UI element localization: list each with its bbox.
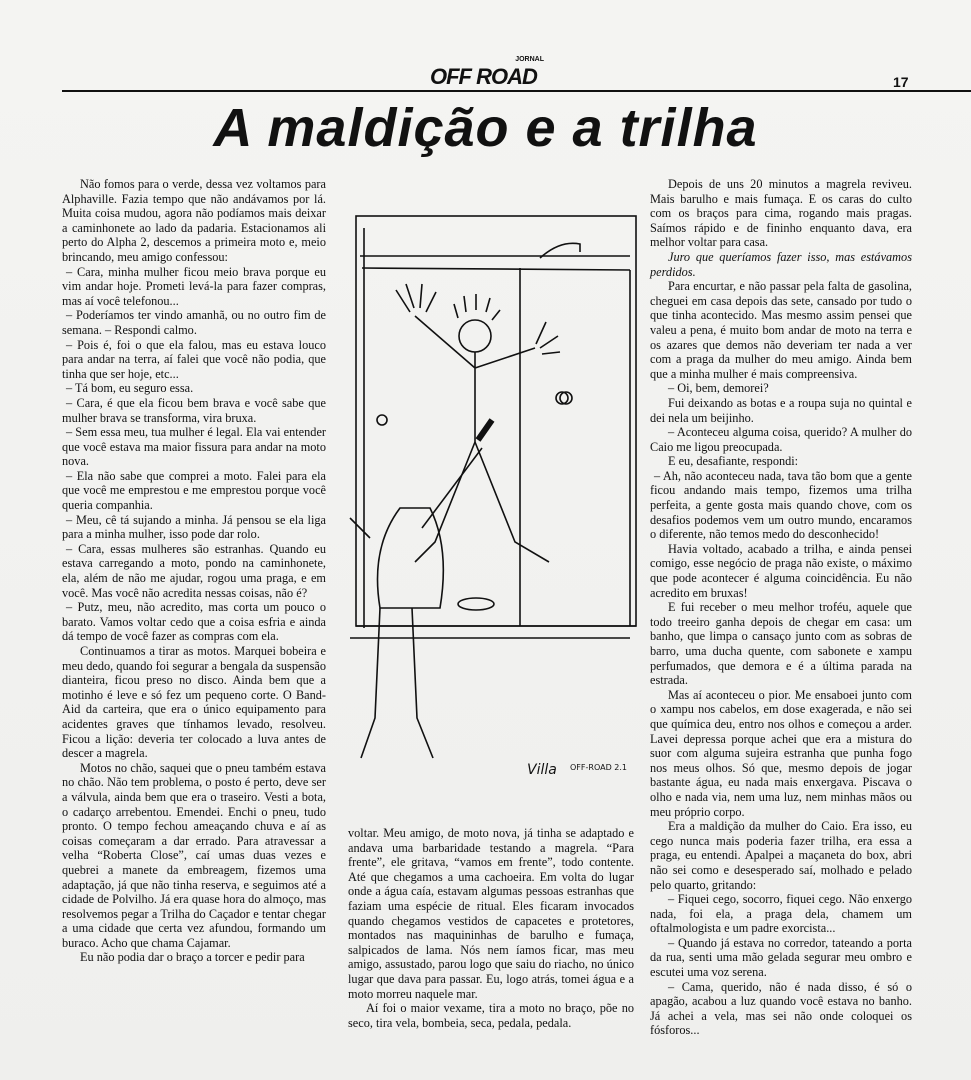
drain-ring (377, 415, 387, 425)
off-road-logo (430, 58, 550, 92)
paragraph: – Fiquei cego, socorro, fiquei cego. Não enxergo nada, foi ela, a praga dela, chamem um oftalmologista e um padre exorcista... (650, 892, 912, 936)
artist-signature-note: OFF-ROAD 2.1 (570, 763, 627, 772)
paragraph: – Cara, é que ela ficou bem brava e você sabe que mulher brava se transforma, vira bruxa. (62, 395, 326, 425)
paragraph: voltar. Meu amigo, de moto nova, já tinha se adaptado e andava uma barbaridade testando a magrela. “Para frente”, ele gritava, “vamos em frente”, todo contente. Até que chegamos a uma cachoeira. Em volta do lugar onde a água caía, estavam algumas pessoas estranhas que faziam uma espécie de ritual. Eles ficaram invocados quando chegamos vestidos de capacetes e protetores, montados nas maquininhas de barulho e fumaça, salpicados de lama. Nós nem íamos ficar, mas meu amigo, assustado, parou logo que saiu do riacho, no único lugar que dava para passar. Eu, logo atrás, tomei água e a moto morreu naquele mar. (348, 826, 634, 1001)
article-column-3 (650, 177, 912, 1038)
woman-legs (361, 608, 433, 758)
paragraph: – Ela não sabe que comprei a moto. Falei para ela que você me emprestou e me emprestou porque você queria companhia. (62, 468, 326, 513)
woman-arm (422, 448, 482, 528)
woman-hair (378, 508, 444, 608)
shower-cartoon-illustration (330, 208, 648, 808)
paragraph: – Quando já estava no corredor, tateando a porta da rua, senti uma mão gelada segurar meu ombro e escutei uma voz serena. (650, 935, 912, 980)
shower-drain (458, 598, 494, 610)
paragraph: E fui receber o meu melhor troféu, aquele que todo treeiro ganha depois de chegar em casa: um banho, que limpa o cansaço junto com as sobras de barro, uma ducha quente, com sabonete e xampu perfumados, que demora e é a última parada na estrada. (650, 600, 912, 688)
man-legs (415, 442, 549, 562)
man-left-hand (396, 284, 436, 312)
paragraph: Juro que queríamos fazer isso, mas estávamos perdidos. (650, 249, 912, 279)
paragraph: – Pois é, foi o que ela falou, mas eu estava louco para andar na terra, aí falei que você não podia, que tinha que ser hoje, etc... (62, 337, 326, 381)
paragraph: Para encurtar, e não passar pela falta de gasolina, cheguei em casa depois das sete, cansado por tudo o que tinha acontecido. Mas mesmo assim pensei que valeu a pena, é muito bom andar de moto na terra e os azares que demos não deveriam ter nada a ver com a praga da mulher do meu amigo. Ainda bem que a minha mulher é mais compreensiva. (650, 279, 912, 381)
paragraph: Havia voltado, acabado a trilha, e ainda pensei comigo, esse negócio de praga não existe, o máximo que pode acontecer é alguma coincidência. Eu não acredito em bruxas! (650, 541, 912, 600)
paragraph: – Tá bom, eu seguro essa. (66, 381, 194, 396)
paragraph: – Cama, querido, não é nada disso, é só o apagão, acabou a luz quando você estava no banho. Já achei a vela, mas sei não onde coloquei os fósforos... (650, 979, 912, 1038)
paragraph: Fui deixando as botas e a roupa suja no quintal e dei nela um beijinho. (650, 395, 912, 425)
paragraph: – Putz, meu, não acredito, mas corta um pouco o barato. Vamos voltar cedo que a coisa esfria e ainda dá tempo de você fazer as compras com ela. (62, 600, 326, 644)
paragraph: Aí foi o maior vexame, tira a moto no braço, põe no seco, tira vela, bombeia, seca, pedala, pedala. (348, 1001, 634, 1030)
page-number: 17 (893, 74, 909, 90)
paragraph: – Ah, não aconteceu nada, tava tão bom que a gente ficou andando mais tempo, fizemos uma trilha perfeita, a gente gosta mais quando chove, com os desafios podemos vem um outro mundo, encaramos o diferente, não temos medo do desconhecido! (650, 468, 912, 542)
logo-name: OFF ROAD (430, 64, 537, 89)
paragraph: – Meu, cê tá sujando a minha. Já pensou se ela liga para a minha mulher, isso pode dar rolo. (62, 512, 326, 542)
paragraph: Continuamos a tirar as motos. Marquei bobeira e meu dedo, quando foi segurar a bengala da suspensão dianteira, ficou preso no disco. Ainda bem que a motinho é leve e só fez um pequeno corte. O Band-Aid da carteira, que era o único equipamento para acidentes graves que tínhamos levado, resolveu. Ficou a lição: deveria ter colocado a luva antes de descer a magrela. (62, 644, 326, 761)
paragraph: – Sem essa meu, tua mulher é legal. Ela vai entender que você estava ma maior fissura para andar na moto nova. (62, 425, 326, 469)
man-head (459, 320, 491, 352)
man-right-hand (536, 322, 560, 354)
shower-frame (356, 216, 636, 626)
article-column-2 (348, 826, 634, 1030)
article-headline: A maldição e a trilha (213, 98, 758, 158)
woman-left-arm (350, 518, 370, 538)
bottle (478, 420, 492, 440)
artist-signature: Villa (527, 762, 557, 778)
paragraph: Era a maldição da mulher do Caio. Era isso, eu cego nunca mais poderia fazer trilha, era essa a praga, eu entendi. Apalpei a maçaneta do box, abri não sei como e desesperado saí, molhado e pelado pelo quarto, gritando: (650, 819, 912, 892)
paragraph: – Cara, essas mulheres são estranhas. Quando eu estava carregando a moto, pondo na caminhonete, ela, além de não me ajudar, rogou uma praga, e em você. Mas você não acredita nessas coisas, não é? (62, 541, 326, 600)
paragraph: – Aconteceu alguma coisa, querido? A mulher do Caio me ligou preocupada. (650, 425, 912, 454)
article-column-1 (62, 177, 326, 965)
paragraph: Não fomos para o verde, dessa vez voltamos para Alphaville. Fazia tempo que não andávamos por lá. Muita coisa mudou, agora não podíamos mais deixar a caminhonete ao lado da padaria. Estacionamos ali perto do Alpha 2, descemos a primeira moto e, meio brincando, meu amigo confessou: (62, 177, 326, 264)
paragraph: Motos no chão, saquei que o pneu também estava no chão. Não tem problema, o posto é perto, deve ser a válvula, ainda bem que era o traseiro. Vesti a bota, o cadarço arrebentou. Emendei. Enchi o pneu, tudo pronto. O tempo fechou ameaçando chuva e aí as coisas começaram a dar errado. Para atravessar a velha “Roberta Close”, caí umas duas vezes e quebrei a manete da embreagem, fizemos uma adaptação, já que não tinha reserva, e seguimos até a cidade de Polvilho. Já era quase hora do almoço, mas resolvemos pegar a Trilha do Caçador e tentar chegar a uma cidade que certa vez afundou, formando um buraco. Acho que chama Cajamar. (62, 760, 326, 950)
logo-jornal-label: JORNAL (515, 56, 544, 63)
paragraph: – Poderíamos ter vindo amanhã, ou no outro fim de semana. – Respondi calmo. (62, 308, 326, 337)
paragraph: Depois de uns 20 minutos a magrela reviveu. Mais barulho e mais fumaça. E os caras do culto com os braços para cima, rogando mais pragas. Saímos rápido e de fininho enquanto dava, era melhor voltar para casa. (650, 177, 912, 250)
paragraph: E eu, desafiante, respondi: (668, 454, 799, 469)
paragraph: – Cara, minha mulher ficou meio brava porque eu vim andar hoje. Prometi levá-la para fazer compras, mas aí você telefonou... (62, 264, 326, 308)
paragraph: Mas aí aconteceu o pior. Me ensaboei junto com o xampu nos cabelos, em dose exagerada, e não sei que química deu, entro nos olhos e começou a arder. Lavei depressa porque achei que era a mistura do suor com alguma sujeira estranha que punha fogo nos meus olhos. Só que, mesmo depois de jogar bastante água, eu nada mais enxergava. Piscava o olho e nada via, nem uma luz, nem minhas mãos ou meu próprio corpo. (650, 687, 912, 819)
man-body (415, 316, 535, 442)
paragraph: Eu não podia dar o braço a torcer e pedir para (80, 950, 305, 965)
paragraph: – Oi, bem, demorei? (668, 381, 769, 396)
